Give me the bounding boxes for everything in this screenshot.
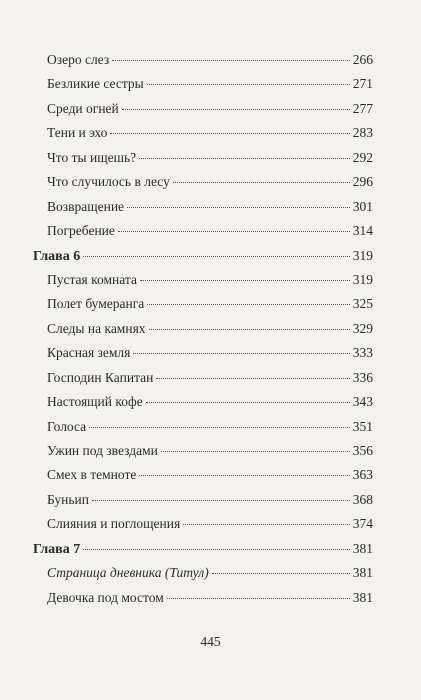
toc-entry bbox=[33, 586, 373, 610]
toc-entry-page: 266 bbox=[352, 52, 373, 67]
dot-leader bbox=[92, 500, 350, 501]
toc-entry-title: Что случилось в лесу bbox=[47, 174, 170, 190]
toc-entry bbox=[33, 463, 373, 487]
toc-entry bbox=[33, 561, 373, 585]
toc-entry bbox=[33, 439, 373, 463]
toc-entry-page: 271 bbox=[352, 76, 373, 92]
page-number: 445 bbox=[200, 634, 221, 649]
toc-entry-page: 374 bbox=[352, 516, 373, 532]
dot-leader bbox=[83, 549, 350, 550]
toc-entry-page: 329 bbox=[352, 320, 373, 336]
toc-entry-page: 283 bbox=[352, 125, 373, 141]
dot-leader bbox=[212, 573, 350, 574]
toc-entry-title: Смех в темноте bbox=[47, 467, 137, 483]
toc-entry bbox=[33, 121, 373, 145]
toc-entry bbox=[33, 488, 373, 512]
dot-leader bbox=[183, 524, 350, 525]
table-of-contents bbox=[33, 48, 373, 610]
toc-entry-title: Девочка под мостом bbox=[47, 589, 164, 605]
toc-entry-title: Возвращение bbox=[47, 198, 125, 214]
toc-entry bbox=[33, 97, 373, 121]
dot-leader bbox=[110, 133, 349, 134]
chapter-page: 319 bbox=[352, 247, 373, 263]
dot-leader bbox=[89, 427, 350, 428]
toc-entry-page: 351 bbox=[352, 418, 373, 434]
toc-entry bbox=[33, 390, 373, 414]
toc-entry-page: 325 bbox=[352, 296, 373, 312]
toc-entry-page: 314 bbox=[352, 223, 373, 239]
dot-leader bbox=[127, 207, 350, 208]
toc-entry-page: 381 bbox=[352, 565, 373, 581]
dot-leader bbox=[118, 231, 350, 232]
toc-entry-title: Пустая комната bbox=[47, 271, 137, 287]
toc-entry-page: 356 bbox=[352, 443, 373, 458]
toc-entry-title: Безликие сестры bbox=[47, 76, 144, 92]
chapter-title: Глава 7 bbox=[33, 541, 81, 557]
toc-chapter-heading bbox=[33, 537, 373, 561]
dot-leader bbox=[139, 475, 349, 476]
toc-entry bbox=[33, 146, 373, 170]
toc-entry-page: 363 bbox=[352, 467, 373, 483]
toc-entry-page: 292 bbox=[352, 149, 373, 165]
toc-entry bbox=[33, 219, 373, 243]
toc-entry-title: Ужин под звездами bbox=[47, 443, 158, 458]
toc-entry bbox=[33, 195, 373, 219]
toc-entry-title: Тени и эхо bbox=[47, 125, 108, 141]
dot-leader bbox=[156, 378, 349, 379]
dot-leader bbox=[147, 304, 349, 305]
toc-entry bbox=[33, 72, 373, 96]
toc-entry-title: Настоящий кофе bbox=[47, 394, 143, 410]
toc-entry bbox=[33, 48, 373, 72]
toc-entry-title: Озеро слез bbox=[47, 52, 110, 67]
dot-leader bbox=[139, 158, 350, 159]
toc-entry-title: Среди огней bbox=[47, 100, 119, 116]
toc-entry-title: Что ты ищешь? bbox=[47, 149, 137, 165]
chapter-title: Глава 6 bbox=[33, 248, 81, 264]
dot-leader bbox=[133, 353, 349, 354]
toc-entry-title: Буньип bbox=[47, 491, 89, 507]
toc-entry-title: Слияния и поглощения bbox=[47, 516, 181, 532]
toc-entry-title: Полет бумеранга bbox=[47, 296, 145, 312]
dot-leader bbox=[149, 329, 350, 330]
toc-entry bbox=[33, 292, 373, 316]
toc-entry bbox=[33, 268, 373, 292]
dot-leader bbox=[161, 451, 350, 452]
toc-entry bbox=[33, 341, 373, 365]
dot-leader bbox=[83, 256, 350, 257]
toc-entry-page: 381 bbox=[352, 589, 373, 605]
toc-entry-page: 319 bbox=[352, 271, 373, 287]
toc-entry-page: 277 bbox=[352, 100, 373, 116]
toc-entry-page: 296 bbox=[352, 174, 373, 190]
toc-entry bbox=[33, 317, 373, 341]
dot-leader bbox=[167, 598, 350, 599]
toc-entry-title: Красная земля bbox=[47, 345, 131, 361]
toc-entry bbox=[33, 366, 373, 390]
toc-entry bbox=[33, 415, 373, 439]
toc-entry-page: 343 bbox=[352, 394, 373, 410]
toc-chapter-heading bbox=[33, 244, 373, 268]
toc-entry-title: Страница дневника (Титул) bbox=[47, 565, 209, 581]
dot-leader bbox=[122, 109, 350, 110]
toc-entry-page: 368 bbox=[352, 491, 373, 507]
dot-leader bbox=[173, 182, 350, 183]
dot-leader bbox=[112, 60, 350, 61]
toc-entry-title: Следы на камнях bbox=[47, 320, 146, 336]
dot-leader bbox=[147, 84, 350, 85]
toc-entry-page: 336 bbox=[352, 369, 373, 385]
toc-entry-title: Погребение bbox=[47, 223, 115, 239]
toc-entry-page: 333 bbox=[352, 345, 373, 361]
toc-entry-page: 301 bbox=[352, 198, 373, 214]
dot-leader bbox=[146, 402, 350, 403]
toc-entry-title: Голоса bbox=[47, 418, 87, 434]
toc-entry bbox=[33, 170, 373, 194]
dot-leader bbox=[140, 280, 350, 281]
chapter-page: 381 bbox=[352, 540, 373, 556]
toc-entry-title: Господин Капитан bbox=[47, 369, 154, 385]
toc-entry bbox=[33, 512, 373, 536]
